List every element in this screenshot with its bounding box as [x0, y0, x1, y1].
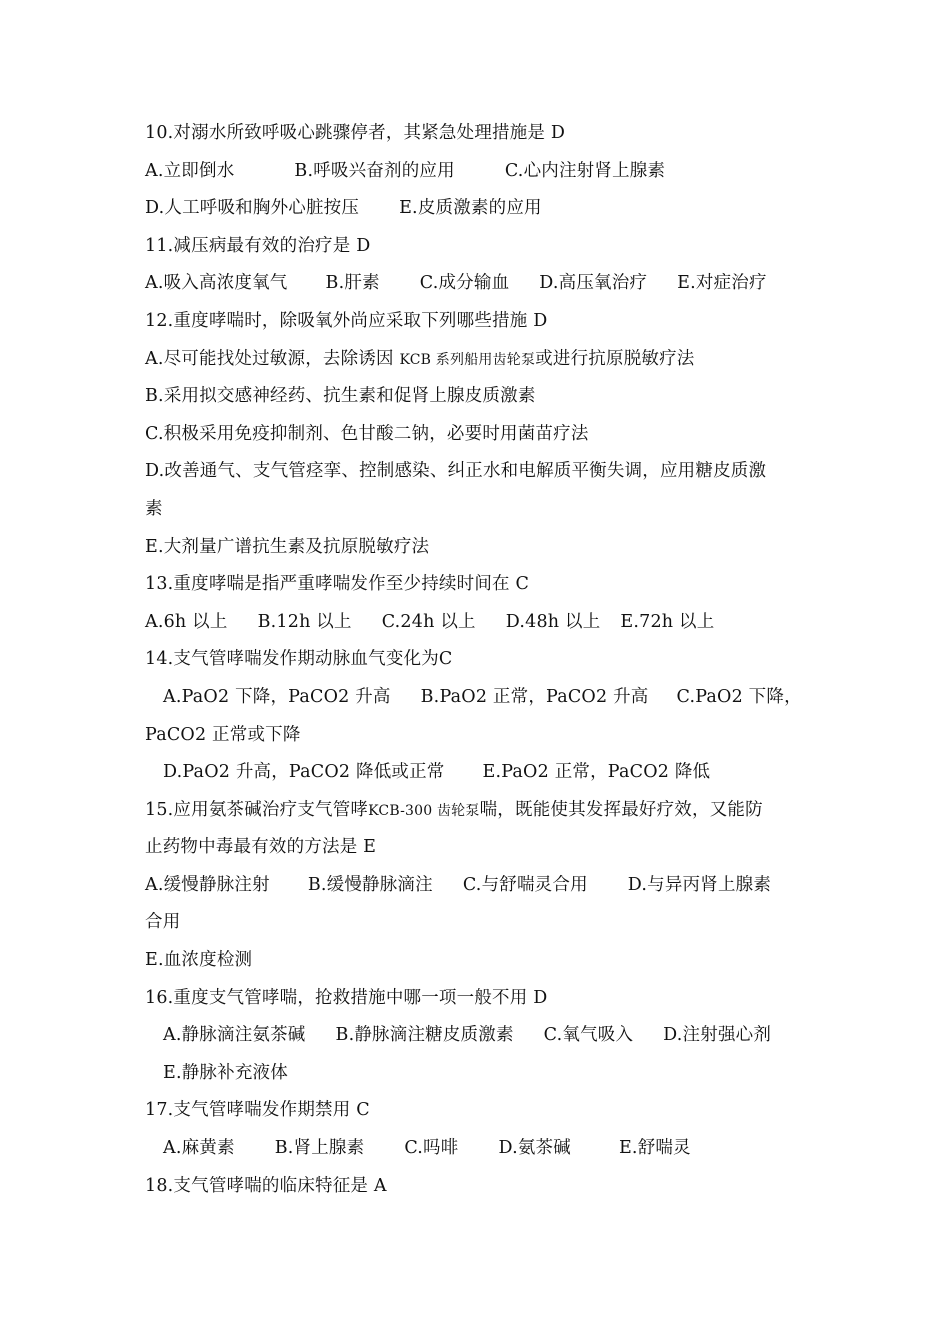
- option-a: A.缓慢静脉注射: [145, 874, 270, 895]
- question-12-option-d-line2: 素: [145, 498, 163, 519]
- option-a: A.6h 以上: [145, 611, 228, 632]
- option-b: B.肝素: [325, 273, 380, 294]
- question-12-stem: 12.重度哮喘时，除吸氧外尚应采取下列哪些措施 D: [145, 310, 548, 331]
- option-a: A.麻黄素: [163, 1138, 235, 1159]
- option-c: C.24h 以上: [381, 611, 476, 632]
- option-d: D.人工呼吸和胸外心脏按压: [145, 198, 360, 219]
- option-e: E.PaO2 正常，PaCO2 降低: [482, 762, 711, 783]
- question-12-option-c: C.积极采用免疫抑制剂、色甘酸二钠，必要时用菌苗疗法: [145, 423, 589, 444]
- option-b: B.12h 以上: [257, 611, 352, 632]
- question-list: [145, 115, 825, 1205]
- inserted-ad-text: KCB 系列船用齿轮泵: [399, 351, 536, 368]
- question-10-options-row1: [145, 153, 825, 191]
- question-10-options-row2: [145, 190, 825, 228]
- question-15-options-row1: [145, 867, 825, 905]
- question-14-option-c-line2: PaCO2 正常或下降: [145, 724, 301, 745]
- question-10-stem: 10.对溺水所致呼吸心跳骤停者，其紧急处理措施是 D: [145, 123, 566, 143]
- option-a: A.立即倒水: [145, 160, 235, 181]
- option-d: D.高压氧治疗: [539, 273, 648, 294]
- option-c: C.吗啡: [404, 1138, 459, 1159]
- question-14-options-row2: [145, 754, 825, 792]
- question-12-option-a: A.尽可能找处过敏源，去除诱因 KCB 系列船用齿轮泵或进行抗原脱敏疗法: [145, 348, 695, 369]
- option-b: B.缓慢静脉滴注: [307, 874, 433, 895]
- inserted-ad-text: KCB-300 齿轮泵: [368, 802, 480, 819]
- question-12-option-b: B.采用拟交感神经药、抗生素和促肾上腺皮质激素: [145, 386, 536, 407]
- question-15-stem-line2: 止药物中毒最有效的方法是 E: [145, 837, 377, 858]
- question-17-stem: 17.支气管哮喘发作期禁用 C: [145, 1100, 370, 1121]
- option-e: E.72h 以上: [620, 611, 715, 632]
- question-16-stem: 16.重度支气管哮喘，抢救措施中哪一项一般不用 D: [145, 987, 548, 1008]
- question-13-stem: 13.重度哮喘是指严重哮喘发作至少持续时间在 C: [145, 574, 530, 595]
- option-b: B.肾上腺素: [274, 1138, 365, 1159]
- option-e: E.对症治疗: [677, 273, 767, 294]
- option-d: D.注射强心剂: [663, 1025, 772, 1046]
- option-d: D.氨茶碱: [498, 1138, 571, 1159]
- option-c: C.心内注射肾上腺素: [504, 160, 666, 181]
- option-c: C.与舒喘灵合用: [462, 874, 588, 895]
- option-e: E.舒喘灵: [618, 1138, 691, 1159]
- question-16-option-e: E.静脉补充液体: [163, 1062, 288, 1083]
- option-b: B.呼吸兴奋剂的应用: [294, 160, 455, 181]
- question-11-options: [145, 265, 825, 303]
- question-14-options-row1: [145, 679, 825, 717]
- option-d: D.48h 以上: [505, 611, 601, 632]
- option-e: E.皮质激素的应用: [399, 198, 542, 219]
- option-d: D.与异丙肾上腺素: [627, 874, 772, 895]
- question-18-stem: 18.支气管哮喘的临床特征是 A: [145, 1175, 387, 1196]
- option-a: A.静脉滴注氨茶碱: [163, 1025, 306, 1046]
- option-d: D.PaO2 升高，PaCO2 降低或正常: [163, 762, 445, 783]
- option-a: A.PaO2 下降，PaCO2 升高: [163, 686, 391, 707]
- question-14-stem: 14.支气管哮喘发作期动脉血气变化为C: [145, 649, 453, 670]
- question-17-options: [145, 1130, 825, 1168]
- option-c: C.PaO2 下降，: [676, 686, 802, 707]
- question-15-option-e: E.血浓度检测: [145, 950, 253, 971]
- option-c: C.氧气吸入: [543, 1025, 634, 1046]
- option-b: B.PaO2 正常，PaCO2 升高: [420, 686, 649, 707]
- question-13-options: [145, 604, 825, 642]
- question-11-stem: 11.减压病最有效的治疗是 D: [145, 235, 371, 256]
- question-15-stem-line1: 15.应用氨茶碱治疗支气管哮KCB-300 齿轮泵喘，既能使其发挥最好疗效，又能防: [145, 799, 763, 820]
- option-b: B.静脉滴注糖皮质激素: [335, 1025, 514, 1046]
- option-c: C.成分输血: [419, 273, 510, 294]
- option-a: A.吸入高浓度氧气: [145, 273, 288, 294]
- question-12-option-d-line1: D.改善通气、支气管痉挛、控制感染、纠正水和电解质平衡失调，应用糖皮质激: [145, 461, 767, 482]
- question-12-option-e: E.大剂量广谱抗生素及抗原脱敏疗法: [145, 536, 430, 557]
- question-15-option-d-line2: 合用: [145, 912, 181, 933]
- question-16-options-row1: [145, 1017, 825, 1055]
